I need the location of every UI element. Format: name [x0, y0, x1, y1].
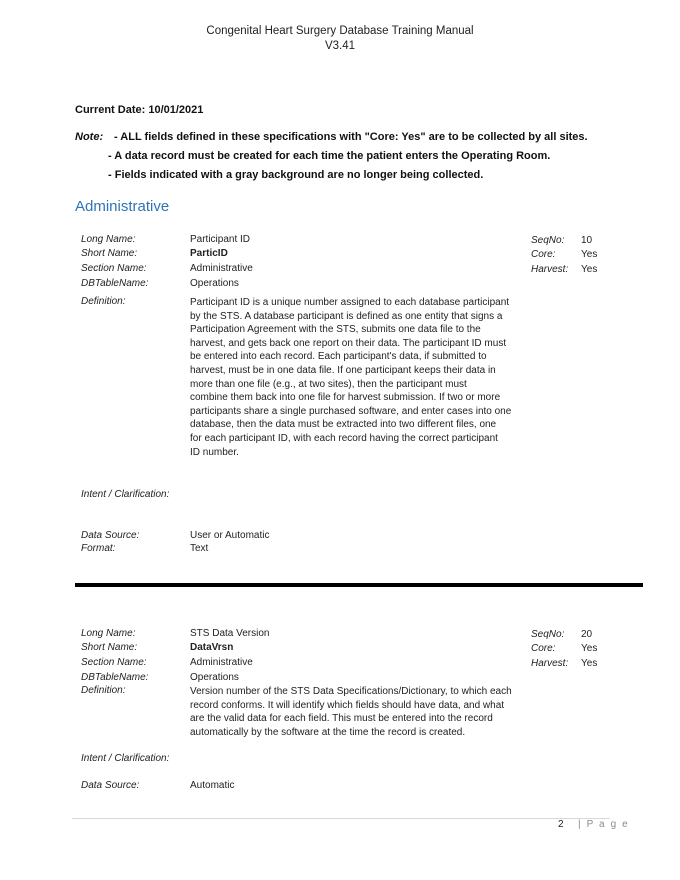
footer-rule	[72, 818, 610, 819]
dbtable-name-value: Operations	[190, 672, 239, 683]
document-title: Congenital Heart Surgery Database Training Manual	[206, 25, 474, 37]
definition-line: be entered into each record. Each participant's data, if submitted to	[190, 351, 487, 363]
document-version: V3.41	[324, 40, 356, 52]
intent-label: Intent / Clarification:	[81, 753, 170, 764]
data-source-value: Automatic	[190, 780, 235, 791]
short-name-label: Short Name:	[81, 642, 138, 653]
definition-line: record conforms. It will identify which fields should have data, and what	[190, 699, 505, 711]
section-name-value: Administrative	[190, 263, 253, 274]
seqno-label: SeqNo:	[531, 235, 565, 246]
data-source-value: User or Automatic	[190, 530, 270, 541]
section-name-label: Section Name:	[81, 657, 147, 668]
definition-line: combine them back into one file for harvest submission. If two or more	[190, 392, 501, 404]
long-name-label: Long Name:	[81, 234, 136, 245]
definition-line: participants share a single purchased software, and enter cases into one	[190, 405, 512, 417]
section-name-value: Administrative	[190, 657, 253, 668]
format-label: Format:	[81, 543, 116, 554]
definition-line: automatically by the software at the time the record is created.	[190, 726, 466, 738]
seqno-value: 20	[581, 629, 593, 640]
harvest-value: Yes	[581, 264, 598, 275]
definition-line: more than one file (e.g., at two sites), then the participant must	[190, 378, 467, 390]
definition-line: Participation Agreement with the STS, submits one data file to the	[190, 324, 481, 336]
intent-label: Intent / Clarification:	[81, 489, 170, 500]
current-date: Current Date: 10/01/2021	[75, 104, 204, 116]
note-label: Note:	[75, 131, 104, 143]
core-value: Yes	[581, 249, 598, 260]
data-source-label: Data Source:	[81, 530, 140, 541]
note-line-2: - A data record must be created for each time the patient enters the Operating Room.	[108, 150, 551, 162]
core-value: Yes	[581, 643, 598, 654]
note-line-3: - Fields indicated with a gray background are no longer being collected.	[108, 169, 484, 181]
data-source-label: Data Source:	[81, 780, 140, 791]
dbtable-name-label: DBTableName:	[81, 278, 149, 289]
definition-label: Definition:	[81, 685, 126, 696]
definition-text	[190, 296, 520, 459]
dbtable-name-value: Operations	[190, 278, 239, 289]
definition-line: Version number of the STS Data Specifications/Dictionary, to which each	[190, 686, 512, 697]
definition-line: harvest, must be in one data file. If one participant keeps their data in	[190, 364, 496, 376]
short-name-label: Short Name:	[81, 248, 138, 259]
definition-text	[190, 685, 520, 739]
format-value: Text	[190, 543, 209, 554]
definition-line: Participant ID is a unique number assigned to each database participant	[190, 297, 510, 308]
section-name-label: Section Name:	[81, 263, 147, 274]
definition-line: for each participant ID, with each record having the correct participant	[190, 432, 498, 444]
core-label: Core:	[531, 643, 556, 654]
definition-line: ID number.	[190, 446, 239, 458]
definition-label: Definition:	[81, 296, 126, 307]
harvest-value: Yes	[581, 658, 598, 669]
short-name-value: ParticID	[190, 248, 228, 259]
harvest-label: Harvest:	[531, 264, 569, 275]
field-separator	[75, 583, 643, 587]
core-label: Core:	[531, 249, 556, 260]
definition-line: harvest, and gets back one report on their data. The participant ID must	[190, 337, 507, 349]
harvest-label: Harvest:	[531, 658, 569, 669]
dbtable-name-label: DBTableName:	[81, 672, 149, 683]
definition-line: by the STS. A database participant is defined as one entity that signs a	[190, 310, 503, 322]
page-number: 2	[558, 819, 564, 830]
seqno-label: SeqNo:	[531, 629, 565, 640]
section-heading: Administrative	[75, 198, 170, 215]
long-name-value: STS Data Version	[190, 628, 270, 639]
page-label: | P a g e	[578, 819, 630, 830]
definition-line: are the valid data for each field. This must be entered into the record	[190, 713, 493, 725]
long-name-label: Long Name:	[81, 628, 136, 639]
definition-line: database, then the data must be extracted into two different files, one	[190, 419, 497, 431]
seqno-value: 10	[581, 235, 593, 246]
note-line-1: - ALL fields defined in these specifications with "Core: Yes" are to be collected by all sites.	[114, 131, 588, 143]
short-name-value: DataVrsn	[190, 642, 234, 653]
long-name-value: Participant ID	[190, 234, 251, 245]
